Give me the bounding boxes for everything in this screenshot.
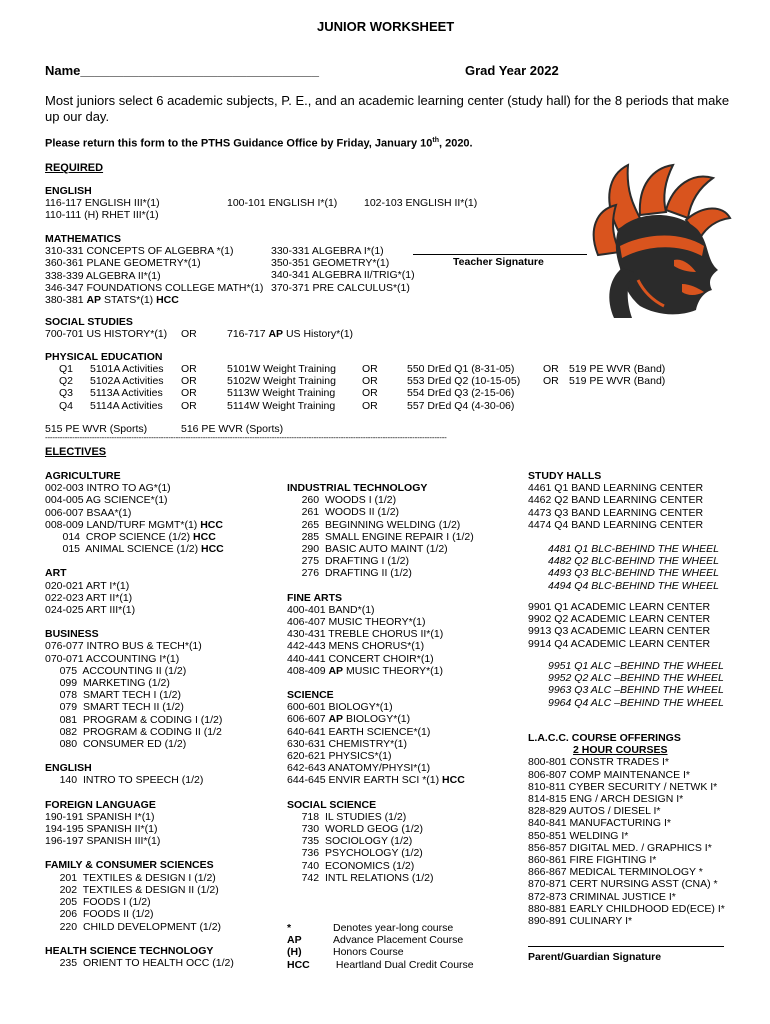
- course-item: 285 SMALL ENGINE REPAIR I (1/2): [287, 530, 474, 543]
- study-hall-item: 9963 Q3 ALC –BEHIND THE WHEEL: [548, 684, 724, 697]
- course-item: 080 CONSUMER ED (1/2): [45, 738, 187, 751]
- lacc-item: 828-829 AUTOS / DIESEL I*: [528, 805, 661, 818]
- pe-band: [569, 363, 665, 387]
- course-item: [45, 531, 234, 543]
- lacc-item: 814-815 ENG / ARCH DESIGN I*: [528, 793, 684, 806]
- or-label: OR: [543, 375, 559, 388]
- study-halls-heading: STUDY HALLS: [528, 470, 602, 482]
- social-science-heading: SOCIAL SCIENCE: [287, 798, 377, 811]
- legend-texts: [333, 922, 474, 971]
- course-item: 735 SOCIOLOGY (1/2): [287, 835, 413, 848]
- legend: [287, 922, 310, 971]
- course-item: 742 INTL RELATIONS (1/2): [287, 871, 434, 884]
- or-label: OR: [181, 399, 197, 412]
- math-col2: [271, 245, 415, 294]
- return-notice-sup: th: [432, 137, 439, 144]
- lacc-item: 856-857 DIGITAL MED. / GRAPHICS I*: [528, 841, 712, 854]
- social-required: [45, 316, 167, 340]
- math-item: 338-339 ALGEBRA II*(1): [45, 269, 161, 282]
- course-item: 006-007 BSAA*(1): [45, 506, 132, 519]
- english-heading: ENGLISH: [45, 185, 92, 197]
- pe-heading: PHYSICAL EDUCATION: [45, 351, 163, 363]
- or-label: OR: [362, 387, 378, 400]
- course-item: [287, 774, 474, 786]
- course-item: 290 BASIC AUTO MAINT (1/2): [287, 543, 448, 556]
- course-item: [45, 519, 234, 531]
- ap-label: AP: [328, 664, 344, 677]
- pe-sports: 515 PE WVR (Sports): [45, 423, 148, 435]
- english-elective-heading: ENGLISH: [45, 762, 92, 775]
- course-text: MUSIC THEORY*(1): [343, 664, 444, 677]
- teacher-signature-label: Teacher Signature: [453, 256, 544, 268]
- course-code: 606-607: [287, 713, 329, 726]
- or-label: OR: [181, 363, 197, 375]
- legend-symbol: AP: [287, 934, 302, 947]
- course-item: 078 SMART TECH I (1/2): [45, 689, 181, 702]
- or-label: OR: [181, 387, 197, 400]
- study-hall-item: 9964 Q4 ALC –BEHIND THE WHEEL: [548, 696, 724, 709]
- industrial-heading: INDUSTRIAL TECHNOLOGY: [287, 482, 428, 494]
- ap-label: AP: [268, 328, 284, 340]
- legend-symbol: *: [287, 922, 292, 934]
- math-item: [45, 294, 263, 306]
- social-course: US History*(1): [283, 328, 354, 340]
- course-item: 406-407 MUSIC THEORY*(1): [287, 616, 426, 629]
- return-notice-a: Please return this form to the PTHS Guidance Office by Friday, January 10: [45, 137, 433, 150]
- course-text: 644-645 ENVIR EARTH SCI *(1): [287, 774, 443, 787]
- lacc-item: 800-801 CONSTR TRADES I*: [528, 756, 670, 769]
- pe-dred-item: 557 DrEd Q4 (4-30-06): [407, 399, 515, 412]
- grad-year: Grad Year 2022: [465, 63, 559, 78]
- course-text: 014 CROP SCIENCE (1/2): [45, 531, 194, 544]
- english-item: 116-117 ENGLISH III*(1): [45, 197, 160, 210]
- study-hall-item: 4493 Q3 BLC-BEHIND THE WHEEL: [548, 567, 719, 580]
- lacc-item: 840-841 MANUFACTURING I*: [528, 817, 671, 830]
- study-hall-item: 9902 Q2 ACADEMIC LEARN CENTER: [528, 613, 711, 626]
- math-required: [45, 233, 263, 306]
- pe-weight: 5114W Weight Training: [227, 399, 336, 412]
- course-item: 081 PROGRAM & CODING I (1/2): [45, 713, 223, 726]
- pe-weight: 5102W Weight Training: [227, 375, 336, 388]
- course-item: 740 ECONOMICS (1/2): [287, 859, 415, 872]
- course-item: 206 FOODS II (1/2): [45, 908, 154, 921]
- study-hall-item: 4461 Q1 BAND LEARNING CENTER: [528, 482, 704, 495]
- english-item: 102-103 ENGLISH II*(1): [364, 197, 478, 209]
- teacher-signature-line[interactable]: [413, 254, 587, 255]
- name-field-label: Name_________________________________: [45, 63, 319, 78]
- quarter-label: Q3: [59, 387, 74, 400]
- study-hall-item: 4482 Q2 BLC-BEHIND THE WHEEL: [548, 555, 719, 568]
- course-item: 235 ORIENT TO HEALTH OCC (1/2): [45, 956, 234, 969]
- pe-sports: 516 PE WVR (Sports): [181, 423, 284, 435]
- study-hall-item: 9913 Q3 ACADEMIC LEARN CENTER: [528, 625, 711, 638]
- course-item: 002-003 INTRO TO AG*(1): [45, 482, 171, 495]
- pe-activity: 5101A Activities: [90, 363, 164, 375]
- health-heading: HEALTH SCIENCE TECHNOLOGY: [45, 944, 214, 957]
- lacc-subheading: 2 HOUR COURSES: [573, 744, 668, 757]
- or-label: OR: [181, 328, 197, 340]
- english-item: 100-101 ENGLISH I*(1): [227, 197, 338, 209]
- or-label: OR: [543, 363, 559, 375]
- electives-col2: [287, 482, 474, 884]
- study-hall-item: 4474 Q4 BAND LEARNING CENTER: [528, 518, 704, 531]
- pe-activities: [90, 363, 164, 412]
- science-heading: SCIENCE: [287, 689, 334, 702]
- ap-label: AP: [86, 294, 102, 307]
- electives-col1: [45, 470, 234, 969]
- lacc-item: 872-873 CRIMINAL JUSTICE I*: [528, 890, 676, 903]
- course-item: 276 DRAFTING II (1/2): [287, 567, 412, 580]
- quarter-label: Q4: [59, 399, 74, 412]
- social-item: [227, 328, 353, 340]
- legend-symbol: (H): [287, 946, 302, 959]
- lacc-section: [528, 732, 725, 927]
- math-item: 310-331 CONCEPTS OF ALGEBRA *(1): [45, 245, 234, 258]
- divider: -------------------------------------------------------------------------------------------------------------------------------------------------------------------: [45, 433, 447, 442]
- pe-or-col2: [362, 363, 378, 412]
- agriculture-heading: AGRICULTURE: [45, 470, 121, 482]
- study-hall-item: 9951 Q1 ALC –BEHIND THE WHEEL: [548, 660, 724, 672]
- chief-head-logo: [578, 160, 734, 320]
- or-label: OR: [181, 375, 197, 388]
- pe-dred-item: 550 DrEd Q1 (8-31-05): [407, 363, 515, 375]
- course-item: 640-641 EARTH SCIENCE*(1): [287, 725, 431, 738]
- lacc-item: 850-851 WELDING I*: [528, 829, 629, 842]
- course-item: 440-441 CONCERT CHOIR*(1): [287, 652, 434, 665]
- lacc-item: 880-881 EARLY CHILDHOOD ED(ECE) I*: [528, 902, 725, 915]
- math-heading: MATHEMATICS: [45, 233, 122, 245]
- course-item: [287, 665, 474, 677]
- course-item: 196-197 SPANISH III*(1): [45, 835, 161, 848]
- parent-signature-line[interactable]: [528, 946, 724, 947]
- course-code: 408-409: [287, 664, 329, 677]
- pe-dred: [407, 363, 520, 412]
- hcc-label: HCC: [200, 518, 223, 531]
- alc-list: [548, 660, 724, 709]
- academic-list: [528, 601, 710, 650]
- course-item: 260 WOODS I (1/2): [287, 494, 397, 507]
- quarter-label: Q2: [59, 375, 74, 388]
- course-item: 736 PSYCHOLOGY (1/2): [287, 847, 423, 860]
- math-item: 360-361 PLANE GEOMETRY*(1): [45, 257, 201, 270]
- study-hall-item: 4462 Q2 BAND LEARNING CENTER: [528, 494, 704, 507]
- lacc-heading: L.A.C.C. COURSE OFFERINGS: [528, 732, 681, 744]
- math-item: 370-371 PRE CALCULUS*(1): [271, 281, 410, 294]
- course-item: 070-071 ACCOUNTING I*(1): [45, 652, 180, 665]
- intro-text: Most juniors select 6 academic subjects, P. E., and an academic learning center (study hall) for the 8 periods that make up our day.: [45, 93, 730, 124]
- pe-or-col1: [181, 363, 197, 412]
- course-item: 202 TEXTILES & DESIGN II (1/2): [45, 883, 219, 896]
- chief-head-icon: [578, 160, 734, 320]
- pe-band-item: 519 PE WVR (Band): [569, 363, 666, 375]
- facs-heading: FAMILY & CONSUMER SCIENCES: [45, 859, 214, 872]
- course-item: 620-621 PHYSICS*(1): [287, 750, 392, 763]
- foreign-language-heading: FOREIGN LANGUAGE: [45, 798, 156, 811]
- course-item: [287, 713, 474, 725]
- course-item: 082 PROGRAM & CODING II (1/2: [45, 725, 222, 738]
- lacc-item: 870-871 CERT NURSING ASST (CNA) *: [528, 878, 718, 891]
- blc-list: [548, 543, 719, 592]
- pe-activity: 5102A Activities: [90, 375, 164, 388]
- course-item: 201 TEXTILES & DESIGN I (1/2): [45, 871, 216, 884]
- study-halls: [528, 470, 703, 531]
- study-hall-item: 9952 Q2 ALC –BEHIND THE WHEEL: [548, 672, 724, 685]
- course-item: 140 INTRO TO SPEECH (1/2): [45, 774, 204, 787]
- course-item: 205 FOODS I (1/2): [45, 896, 151, 909]
- legend-text: Honors Course: [333, 946, 404, 959]
- course-item: [45, 543, 234, 555]
- course-item: 718 IL STUDIES (1/2): [287, 810, 407, 823]
- pe-activity: 5114A Activities: [90, 399, 163, 412]
- hcc-label: HCC: [442, 774, 465, 787]
- course-item: 020-021 ART I*(1): [45, 579, 130, 592]
- course-item: 099 MARKETING (1/2): [45, 677, 170, 690]
- or-label: OR: [362, 363, 378, 375]
- course-item: 075 ACCOUNTING II (1/2): [45, 664, 187, 677]
- required-heading: REQUIRED: [45, 162, 104, 174]
- legend-text: Denotes year-long course: [333, 922, 454, 934]
- course-item: 730 WORLD GEOG (1/2): [287, 823, 423, 836]
- study-hall-item: 9914 Q4 ACADEMIC LEARN CENTER: [528, 637, 711, 650]
- fine-arts-heading: FINE ARTS: [287, 591, 343, 604]
- pe-weight: 5113W Weight Training: [227, 387, 336, 400]
- math-course: STATS*(1): [101, 294, 157, 307]
- pe-dred-item: 553 DrEd Q2 (10-15-05): [407, 375, 521, 388]
- course-item: 265 BEGINNING WELDING (1/2): [287, 518, 461, 531]
- hcc-label: HCC: [201, 543, 224, 556]
- lacc-item: 860-861 FIRE FIGHTING I*: [528, 854, 657, 867]
- or-label: OR: [362, 375, 378, 388]
- course-item: 024-025 ART III*(1): [45, 604, 136, 617]
- study-hall-item: 4473 Q3 BAND LEARNING CENTER: [528, 506, 704, 519]
- pe-weight: 5101W Weight Training: [227, 363, 336, 375]
- lacc-item: 806-807 COMP MAINTENANCE I*: [528, 768, 691, 781]
- study-hall-item: 4494 Q4 BLC-BEHIND THE WHEEL: [548, 579, 719, 592]
- math-code: 380-381: [45, 294, 87, 307]
- business-heading: BUSINESS: [45, 628, 99, 641]
- course-text: BIOLOGY*(1): [343, 713, 411, 726]
- social-heading: SOCIAL STUDIES: [45, 316, 133, 328]
- legend-text: Heartland Dual Credit Course: [333, 958, 474, 971]
- course-item: 190-191 SPANISH I*(1): [45, 810, 155, 823]
- pe-or-col3: [543, 363, 559, 387]
- math-item: 346-347 FOUNDATIONS COLLEGE MATH*(1): [45, 281, 264, 294]
- lacc-item: 810-811 CYBER SECURITY / NETWK I*: [528, 780, 718, 793]
- course-item: 004-005 AG SCIENCE*(1): [45, 494, 168, 507]
- electives-heading: ELECTIVES: [45, 446, 107, 458]
- math-item: 350-351 GEOMETRY*(1): [271, 257, 390, 270]
- pe-band-item: 519 PE WVR (Band): [569, 375, 666, 388]
- math-item: 330-331 ALGEBRA I*(1): [271, 245, 384, 257]
- course-text: 015 ANIMAL SCIENCE (1/2): [45, 543, 201, 556]
- legend-text: Advance Placement Course: [333, 934, 464, 947]
- course-item: 600-601 BIOLOGY*(1): [287, 701, 393, 714]
- quarter-label: Q1: [59, 363, 74, 375]
- study-hall-item: 4481 Q1 BLC-BEHIND THE WHEEL: [548, 543, 719, 555]
- course-item: 400-401 BAND*(1): [287, 603, 375, 616]
- course-item: 442-443 MENS CHORUS*(1): [287, 640, 425, 653]
- social-code: 716-717: [227, 328, 269, 340]
- art-heading: ART: [45, 567, 67, 580]
- lacc-item: 866-867 MEDICAL TERMINOLOGY *: [528, 866, 703, 879]
- return-notice: [45, 137, 473, 150]
- course-item: 076-077 INTRO BUS & TECH*(1): [45, 640, 202, 653]
- lacc-item: 890-891 CULINARY I*: [528, 915, 633, 928]
- pe-quarters: [59, 363, 73, 412]
- hcc-label: HCC: [193, 531, 216, 544]
- course-item: 630-631 CHEMISTRY*(1): [287, 737, 408, 750]
- course-item: 022-023 ART II*(1): [45, 591, 133, 604]
- math-item: 340-341 ALGEBRA II/TRIG*(1): [271, 269, 415, 282]
- legend-symbol: HCC: [287, 958, 310, 971]
- page-title: JUNIOR WORKSHEET: [317, 19, 455, 34]
- return-notice-b: , 2020.: [438, 137, 473, 150]
- or-label: OR: [362, 399, 378, 412]
- parent-signature-label: Parent/Guardian Signature: [528, 951, 662, 963]
- course-item: 430-431 TREBLE CHORUS II*(1): [287, 628, 444, 641]
- course-item: 642-643 ANATOMY/PHYSI*(1): [287, 762, 431, 775]
- ap-label: AP: [328, 713, 344, 726]
- course-item: 220 CHILD DEVELOPMENT (1/2): [45, 920, 222, 933]
- english-required: [45, 185, 160, 222]
- hcc-label: HCC: [156, 294, 179, 307]
- course-item: 079 SMART TECH II (1/2): [45, 701, 184, 714]
- pe-weights: [227, 363, 336, 412]
- social-item: 700-701 US HISTORY*(1): [45, 328, 168, 341]
- english-item: 110-111 (H) RHET III*(1): [45, 209, 159, 222]
- pe-activity: 5113A Activities: [90, 387, 163, 400]
- study-hall-item: 9901 Q1 ACADEMIC LEARN CENTER: [528, 601, 711, 613]
- course-item: 275 DRAFTING I (1/2): [287, 555, 409, 568]
- course-item: 194-195 SPANISH II*(1): [45, 823, 158, 836]
- pe-dred-item: 554 DrEd Q3 (2-15-06): [407, 387, 515, 400]
- course-text: 008-009 LAND/TURF MGMT*(1): [45, 518, 201, 531]
- course-item: 261 WOODS II (1/2): [287, 506, 400, 519]
